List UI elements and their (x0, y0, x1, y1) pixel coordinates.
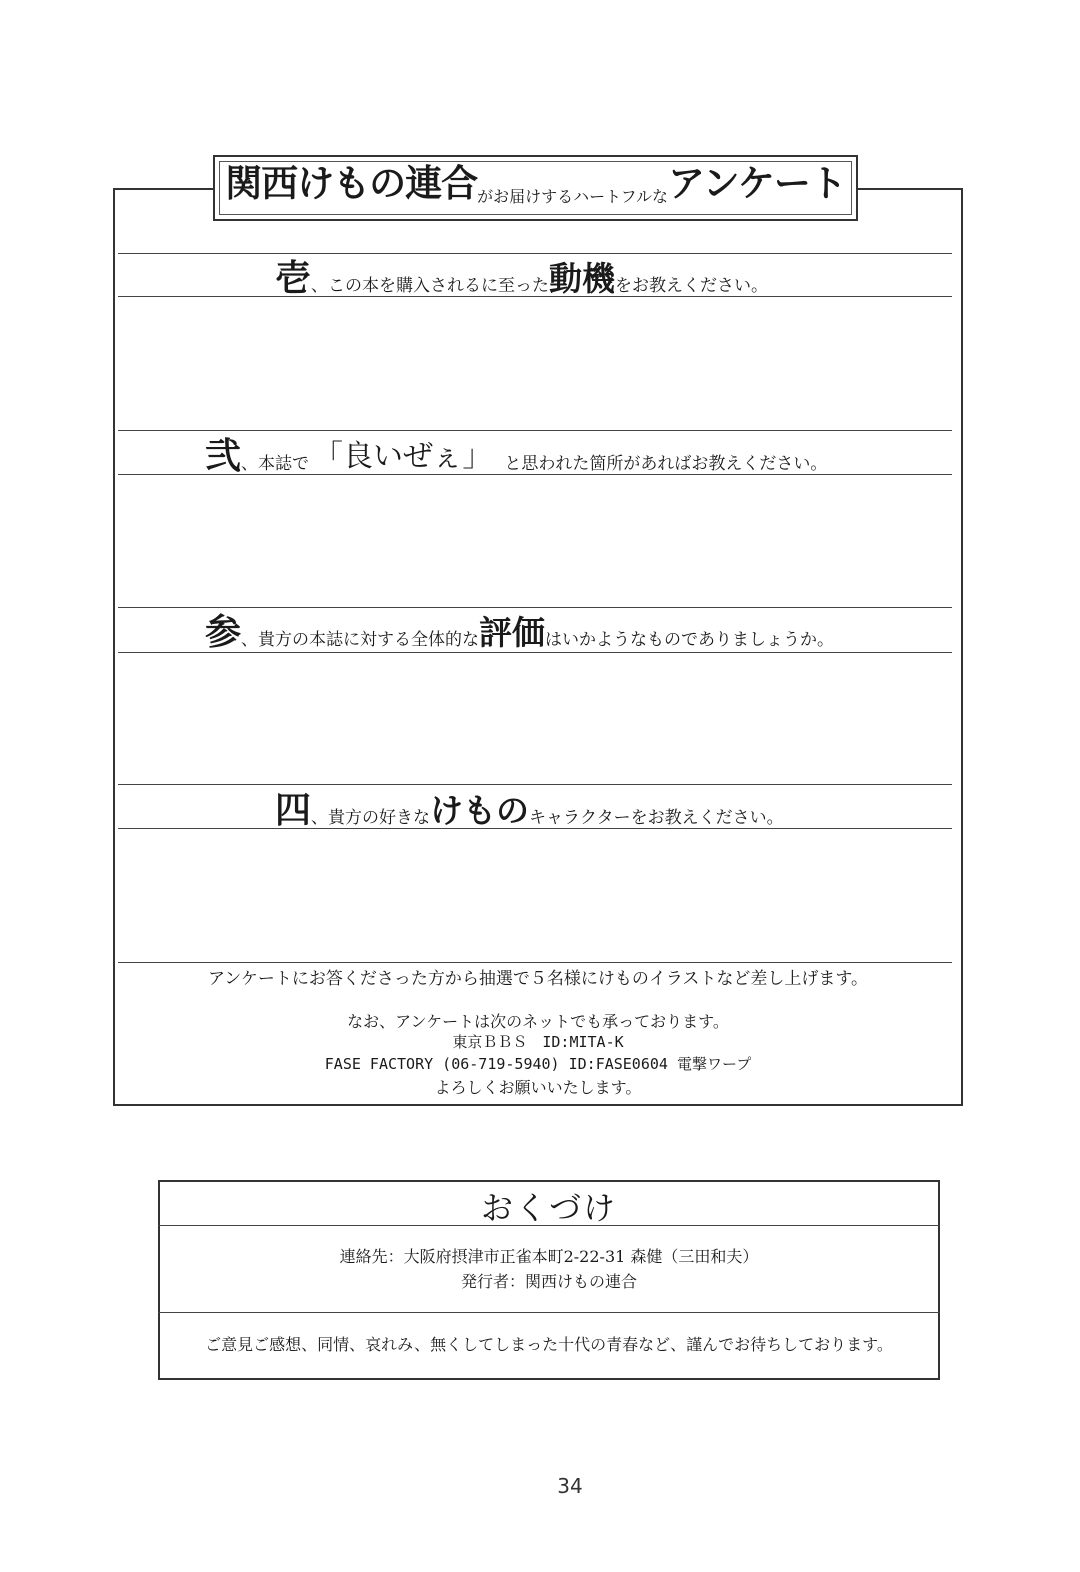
survey-title-box (213, 155, 858, 221)
q4-bottom-line (118, 828, 952, 829)
q1-text-post: をお教えください。 (615, 276, 769, 296)
q3-answer-area[interactable] (118, 654, 952, 782)
q1-keyword: 動機 (549, 259, 616, 298)
colophon-title: おくづけ (480, 1189, 617, 1227)
q2-answer-area[interactable] (118, 476, 952, 604)
q2-text-pre: 本誌で (258, 454, 310, 474)
bbs-id: 東京ＢＢＳ ID:MITA-K (452, 1033, 624, 1051)
q4-top-line (118, 784, 952, 785)
colophon-divider-1 (158, 1225, 940, 1226)
colophon-publisher: 発行者：関西けもの連合 (460, 1272, 637, 1291)
q3-keyword: 評価 (479, 613, 546, 652)
question-1 (0, 256, 1080, 299)
q4-text-post: キャラクターをお教えください。 (529, 808, 784, 828)
fase-factory-info: FASE FACTORY (06-719-5940) ID:FASE0604 電撃ワープ (324, 1055, 752, 1073)
page-number: 34 (557, 1474, 583, 1498)
q2-top-line (118, 430, 952, 431)
survey-title-middle: がお届けするハートフルな (477, 187, 669, 206)
q3-text-post: はいかようなものでありましょうか。 (545, 630, 835, 650)
q4-number: 四 (275, 789, 312, 831)
q2-bottom-line (118, 474, 952, 475)
footer-top-line (118, 962, 952, 963)
q2-separator: 、 (241, 454, 259, 474)
prize-notice: アンケートにお答くださった方から抽選で５名様にけものイラストなど差し上げます。 (207, 969, 869, 989)
survey-title-org: 関西けもの連合 (225, 161, 478, 205)
q1-separator: 、 (311, 276, 329, 296)
q1-answer-area[interactable] (118, 298, 952, 428)
colophon-message: ご意見ご感想、同情、哀れみ、無くしてしまった十代の青春など、謹んでお待ちしております。 (205, 1335, 893, 1354)
question-2 (0, 434, 1080, 477)
q4-text-pre: 貴方の好きな (328, 808, 431, 828)
q2-text-post: と思われた箇所があればお教えください。 (504, 454, 828, 474)
q1-bottom-line (118, 296, 952, 297)
q3-number: 参 (205, 611, 242, 653)
colophon-contact: 連絡先：大阪府摂津市正雀本町2-22-31 森健（三田和夫） (339, 1247, 759, 1266)
q2-keyword: 「良いぜぇ」 (313, 439, 493, 474)
colophon-divider-2 (158, 1312, 940, 1313)
q1-number: 壱 (275, 257, 312, 299)
net-intro: なお、アンケートは次のネットでも承っております。 (347, 1012, 729, 1031)
q3-top-line (118, 607, 952, 608)
q4-separator: 、 (311, 808, 329, 828)
q3-separator: 、 (241, 630, 259, 650)
q4-keyword: けもの (430, 791, 530, 830)
q1-text-pre: この本を購入されるに至った (328, 276, 550, 296)
survey-title-main: アンケート (668, 161, 846, 205)
question-4 (0, 788, 1080, 831)
closing-text: よろしくお願いいたします。 (434, 1078, 642, 1097)
q1-top-line (118, 253, 952, 254)
q3-bottom-line (118, 652, 952, 653)
q3-text-pre: 貴方の本誌に対する全体的な (258, 630, 480, 650)
question-3 (0, 610, 1080, 653)
q2-number: 弐 (205, 435, 242, 477)
q4-answer-area[interactable] (118, 830, 952, 958)
